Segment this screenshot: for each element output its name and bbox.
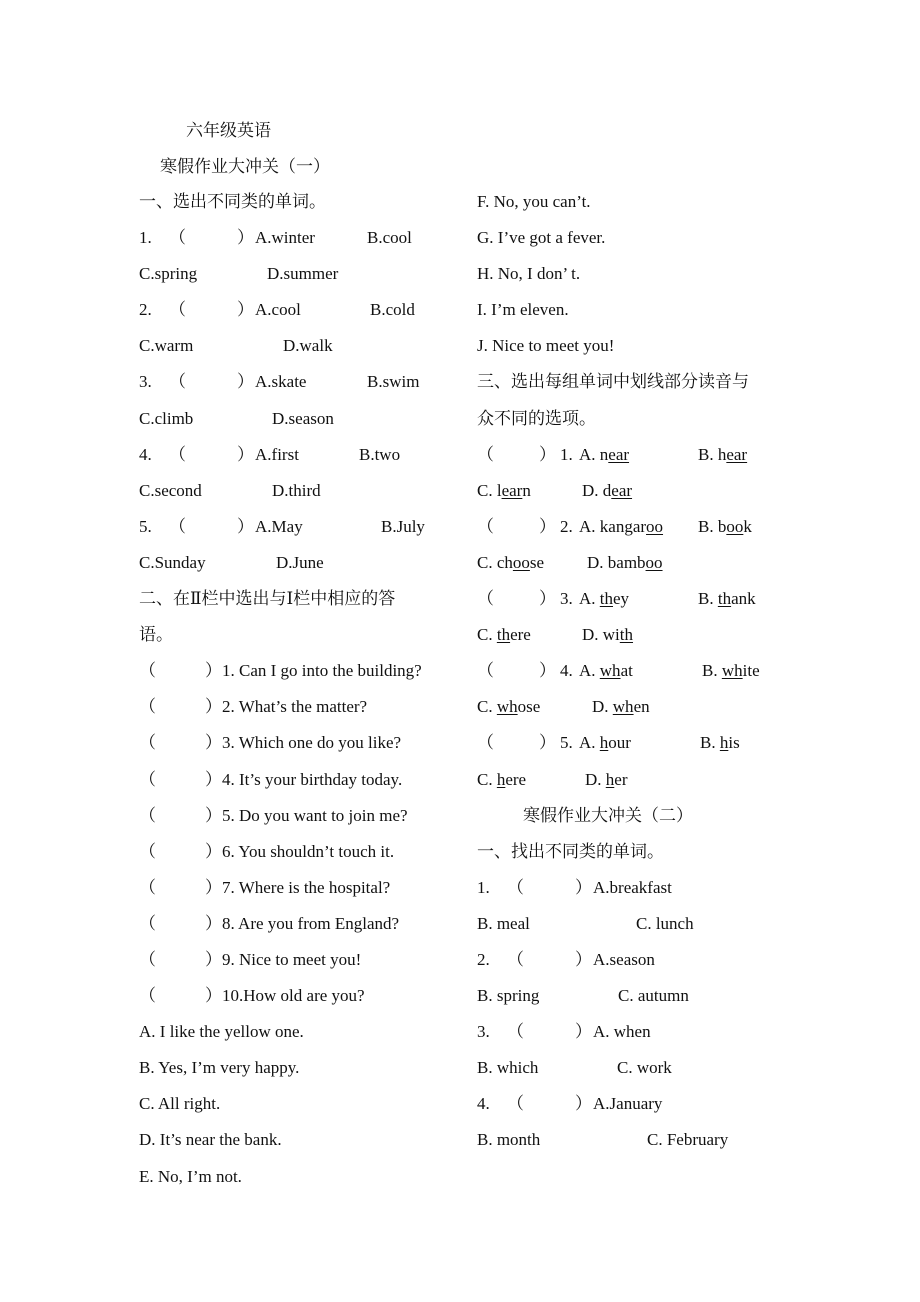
part1-item-3: 3. （ ） A.skate B.swim — [139, 372, 420, 392]
part3-item-4: （ ） 4. A. what B. white — [477, 661, 760, 681]
part2-answer: H. No, I don’ t. — [477, 264, 581, 284]
part1-item-1-cont: C.spring D.summer — [139, 264, 339, 284]
part3-item-2: （ ） 2. A. kangaroo B. book — [477, 516, 752, 536]
part3-item-2-cont: C. choose D. bamboo — [477, 552, 663, 572]
part2-question: （ ） 9. Nice to meet you! — [139, 949, 362, 969]
part2-question: （ ） 3. Which one do you like? — [139, 733, 402, 753]
part3-item-1-cont: C. learn D. dear — [477, 480, 633, 500]
part2-question: （ ） 4. It’s your birthday today. — [139, 769, 403, 789]
part3-heading-line1: 三、选出每组单词中划线部分读音与 — [477, 372, 749, 392]
s2-part1-item-4: 4. （ ） A.January — [477, 1094, 663, 1114]
part3-item-1: （ ） 1. A. near B. hear — [477, 444, 748, 464]
s2-part1-item-4-cont: B. month C. February — [477, 1130, 729, 1150]
section1-title: 寒假作业大冲关（一） — [160, 157, 330, 176]
part2-answer: E. No, I’m not. — [139, 1166, 242, 1186]
part2-answer: A. I like the yellow one. — [139, 1022, 304, 1042]
s2-part1-item-2: 2. （ ） A.season — [477, 949, 655, 969]
part1-item-4-cont: C.second D.third — [139, 480, 321, 500]
part1-item-3-cont: C.climb D.season — [139, 408, 334, 428]
part1-item-2: 2. （ ） A.cool B.cold — [139, 300, 415, 320]
part2-answer: F. No, you can’t. — [477, 192, 591, 211]
part2-question: （ ） 6. You shouldn’t touch it. — [139, 841, 395, 861]
part2-answer: G. I’ve got a fever. — [477, 228, 606, 248]
part3-item-3: （ ） 3. A. they B. thank — [477, 589, 756, 609]
part2-question: （ ） 2. What’s the matter? — [139, 697, 368, 717]
part2-heading-line2: 语。 — [139, 625, 173, 645]
part2-answer: D. It’s near the bank. — [139, 1130, 282, 1150]
section2-title: 寒假作业大冲关（二） — [523, 805, 693, 825]
part1-item-5-cont: C.Sunday D.June — [139, 552, 324, 572]
part2-question: （ ） 10.How old are you? — [139, 986, 365, 1006]
part2-question: （ ） 5. Do you want to join me? — [139, 805, 408, 825]
part2-answer: C. All right. — [139, 1094, 221, 1114]
part2-question: （ ） 1. Can I go into the building? — [139, 661, 422, 681]
part1-item-5: 5. （ ） A.May B.July — [139, 516, 425, 536]
part2-heading-line1: 二、在Ⅱ栏中选出与Ⅰ栏中相应的答 — [139, 589, 396, 609]
part1-item-4: 4. （ ） A.first B.two — [139, 444, 401, 464]
s2-part1-heading: 一、找出不同类的单词。 — [477, 841, 664, 861]
part1-heading: 一、选出不同类的单词。 — [139, 192, 326, 211]
part1-item-2-cont: C.warm D.walk — [139, 336, 333, 356]
part2-answer: I. I’m eleven. — [477, 300, 569, 320]
part3-item-4-cont: C. whose D. when — [477, 697, 650, 717]
part2-question: （ ） 7. Where is the hospital? — [139, 877, 391, 897]
part3-item-5-cont: C. here D. her — [477, 769, 628, 789]
part3-item-5: （ ） 5. A. hour B. his — [477, 733, 740, 753]
s2-part1-item-2-cont: B. spring C. autumn — [477, 986, 689, 1006]
part1-item-1: 1. （ ） A.winter B.cool — [139, 228, 412, 248]
part2-answer: J. Nice to meet you! — [477, 336, 615, 356]
s2-part1-item-3: 3. （ ） A. when — [477, 1022, 651, 1042]
s2-part1-item-1: 1. （ ） A.breakfast — [477, 877, 672, 897]
part3-item-3-cont: C. there D. with — [477, 625, 634, 645]
part2-question: （ ） 8. Are you from England? — [139, 913, 400, 933]
grade-title: 六年级英语 — [186, 121, 271, 140]
s2-part1-item-1-cont: B. meal C. lunch — [477, 913, 694, 933]
s2-part1-item-3-cont: B. which C. work — [477, 1058, 672, 1078]
part2-answer: B. Yes, I’m very happy. — [139, 1058, 300, 1078]
part3-heading-line2: 众不同的选项。 — [477, 408, 596, 428]
right-column — [477, 188, 807, 1163]
left-column — [139, 188, 469, 1199]
